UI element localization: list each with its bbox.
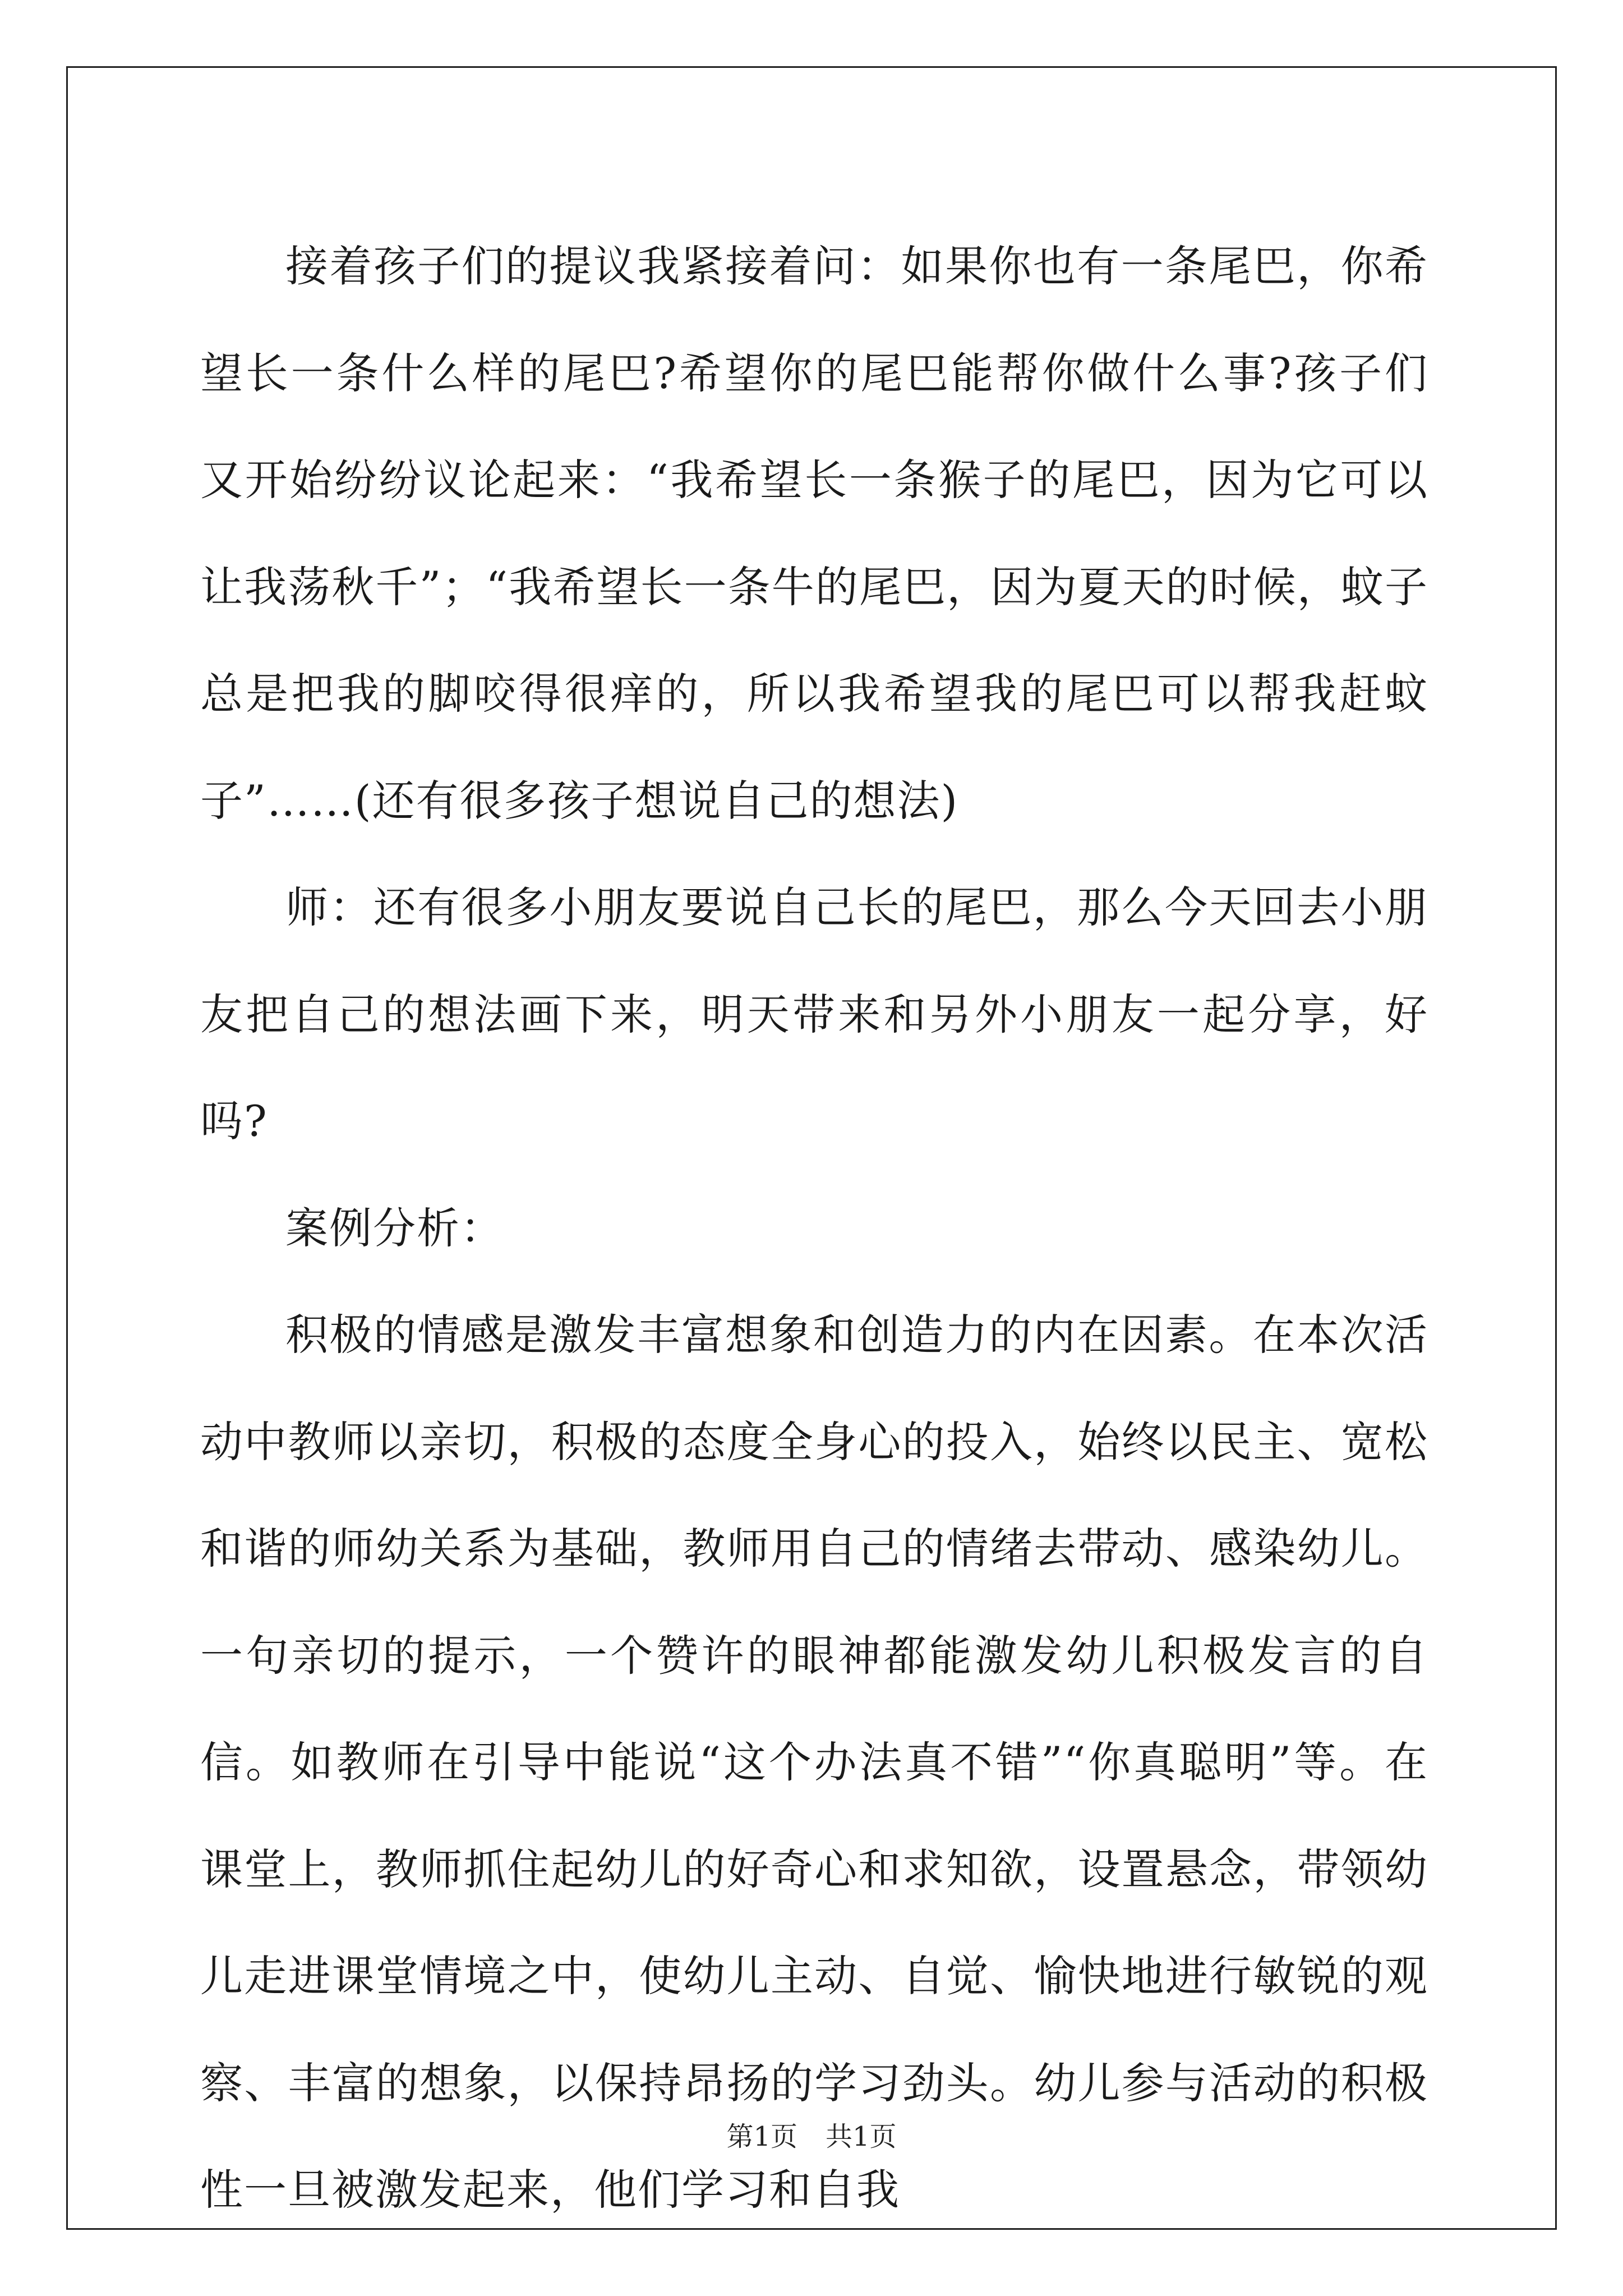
document-body <box>200 213 1428 2244</box>
page-number-current: 第1页 <box>726 2121 797 2152</box>
paragraph: 案例分析： <box>285 1203 504 1253</box>
page-number-total: 共1页 <box>826 2121 897 2152</box>
paragraph: 师：还有很多小朋友要说自己长的尾巴，那么今天回去小朋友把自己的想法画下来，明天带来和另外小朋友一起分享，好吗? <box>200 882 1428 1146</box>
paragraph: 积极的情感是激发丰富想象和创造力的内在因素。在本次活动中教师以亲切，积极的态度全身心的投入，始终以民主、宽松和谐的师幼关系为基础，教师用自己的情绪去带动、感染幼儿。一句亲切的提示，一个赞许的眼神都能激发幼儿积极发言的自信。如教师在引导中能说“这个办法真不错”“你真聪明”等。在课堂上，教师抓住起幼儿的好奇心和求知欲，设置悬念，带领幼儿走进课堂情境之中，使幼儿主动、自觉、愉快地进行敏锐的观察、丰富的想象，以保持昂扬的学习劲头。幼儿参与活动的积极性一旦被激发起来，他们学习和自我 <box>200 1310 1428 2215</box>
page-footer <box>0 2115 1623 2154</box>
paragraph: 接着孩子们的提议我紧接着问：如果你也有一条尾巴，你希望长一条什么样的尾巴?希望你的尾巴能帮你做什么事?孩子们又开始纷纷议论起来：“我希望长一条猴子的尾巴，因为它可以让我荡秋千”；“我希望长一条牛的尾巴，因为夏天的时候，蚊子总是把我的脚咬得很痒的，所以我希望我的尾巴可以帮我赶蚊子”……(还有很多孩子想说自己的想法) <box>200 241 1428 826</box>
